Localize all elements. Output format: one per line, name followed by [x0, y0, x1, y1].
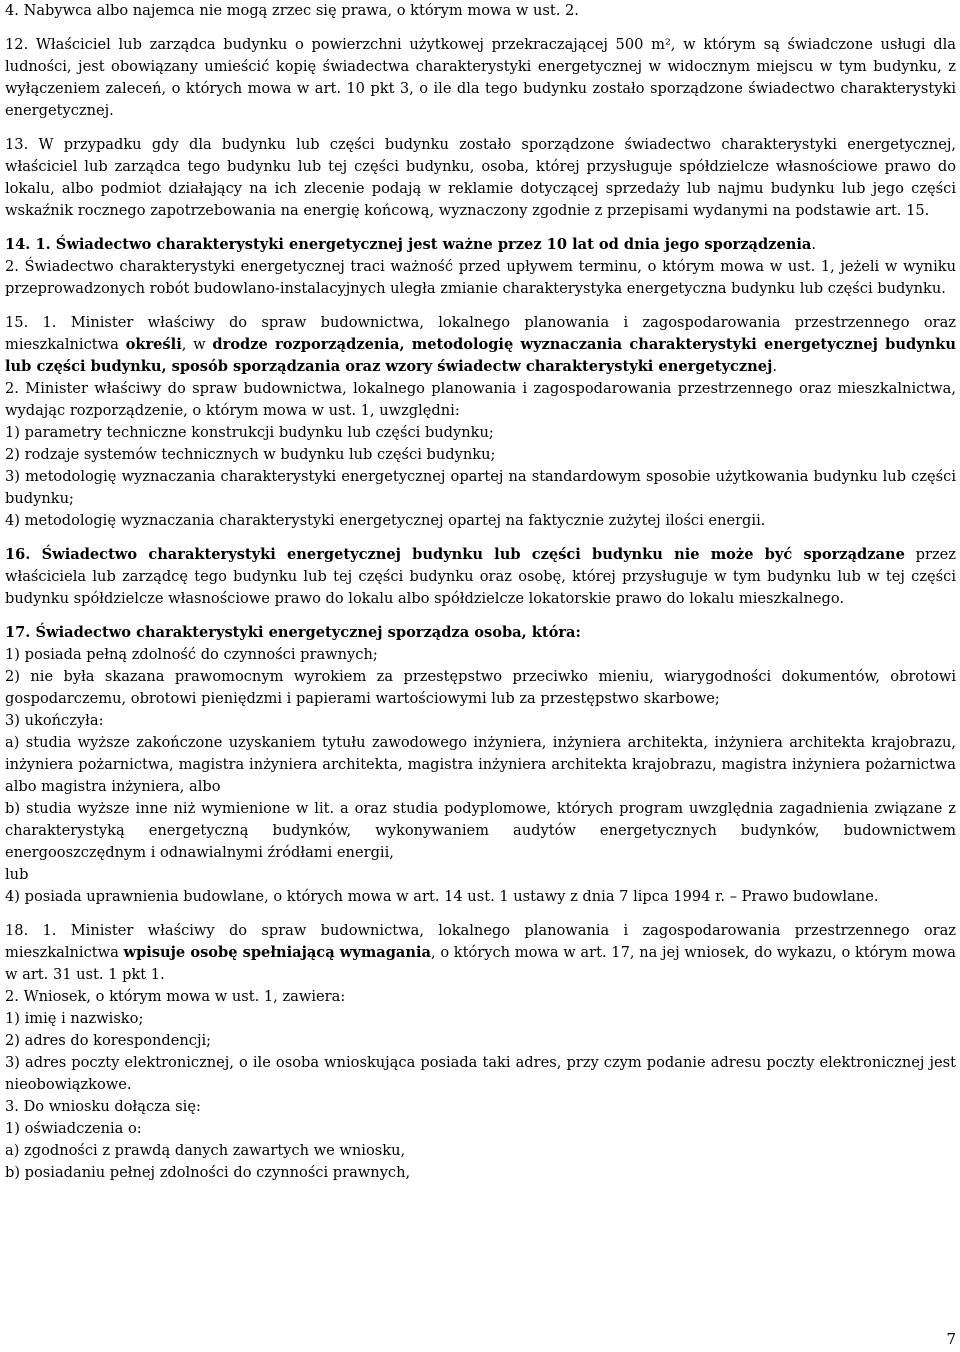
article-18-2-item-2: 2) adres do korespondencji;: [5, 1032, 212, 1049]
article-17-item-1: 1) posiada pełną zdolność do czynności prawnych;: [5, 646, 378, 663]
article-13: 13. W przypadku gdy dla budynku lub części budynku zostało sporządzone świadectwo charakterystyki energetycznej, właściciel lub zarządca tego budynku lub tej części budynku, osoba, której przysługuje spółdzielcze własnościowe prawo do lokalu, albo podmiot działający na ich zlecenie podają w reklamie dotyczącej sprzedaży lub najmu budynku lub jego części wskaźnik rocznego zapotrzebowania na energię końcową, wyznaczony zgodnie z przepisami wydanymi na podstawie art. 15.: [5, 136, 956, 219]
article-16-bold: 16. Świadectwo charakterystyki energetycznej budynku lub części budynku nie może być sporządzane: [5, 546, 905, 563]
article-14-1: [5, 234, 956, 256]
article-18-2-item-1: 1) imię i nazwisko;: [5, 1010, 144, 1027]
article-17-item-3a: a) studia wyższe zakończone uzyskaniem tytułu zawodowego inżyniera, inżyniera architekta, inżyniera architekta krajobrazu, inżyniera pożarnictwa, magistra inżyniera architekta, magistra inżyniera architekta krajobrazu, magistra inżyniera pożarnictwa albo magistra inżyniera, albo: [5, 734, 956, 795]
article-15-2-item-2: 2) rodzaje systemów technicznych w budynku lub części budynku;: [5, 446, 496, 463]
article-17-item-4: 4) posiada uprawnienia budowlane, o których mowa w art. 14 ust. 1 ustawy z dnia 7 lipca 1994 r. – Prawo budowlane.: [5, 888, 879, 905]
article-17-or: lub: [5, 866, 29, 883]
article-15-1-e: .: [772, 358, 777, 375]
article-17-item-3: 3) ukończyła:: [5, 712, 104, 729]
article-18-3-item-1: 1) oświadczenia o:: [5, 1120, 142, 1137]
article-14-2: 2. Świadectwo charakterystyki energetycznej traci ważność przed upływem terminu, o którym mowa w ust. 1, jeżeli w wyniku przeprowadzonych robót budowlano-instalacyjnych uległa zmianie charakterystyka energetyczna budynku lub części budynku.: [5, 258, 956, 297]
article-14-1-bold: 14. 1. Świadectwo charakterystyki energetycznej jest ważne przez 10 lat od dnia jego sporządzenia: [5, 236, 812, 253]
article-15-1: [5, 312, 956, 378]
article-18-1: [5, 920, 956, 986]
article-15-1-a: 15. 1. Minister właściwy do spraw budownictwa, lokalnego planowania i zagospodarowania przestrzennego oraz mieszkalnictwa: [5, 314, 956, 353]
article-15-2-item-4: 4) metodologię wyznaczania charakterystyki energetycznej opartej na faktycznie zużytej ilości energii.: [5, 512, 766, 529]
article-18-3-item-1b: b) posiadaniu pełnej zdolności do czynności prawnych,: [5, 1164, 411, 1181]
article-14-1-end: .: [811, 236, 817, 253]
article-15-2-item-1: 1) parametry techniczne konstrukcji budynku lub części budynku;: [5, 424, 494, 441]
page-number: 7: [946, 1330, 956, 1348]
article-18-1-a: 18. 1. Minister właściwy do spraw budownictwa, lokalnego planowania i zagospodarowania przestrzennego oraz mieszkalnictwa: [5, 922, 956, 961]
article-17-head-bold: 17. Świadectwo charakterystyki energetycznej sporządza osoba, która:: [5, 624, 581, 641]
article-18-3-item-1a: a) zgodności z prawdą danych zawartych we wniosku,: [5, 1142, 406, 1159]
article-15-2-item-3: 3) metodologię wyznaczania charakterystyki energetycznej opartej na standardowym sposobie użytkowania budynku lub części budynku;: [5, 468, 956, 507]
article-18-3: 3. Do wniosku dołącza się:: [5, 1098, 201, 1115]
article-15-2: 2. Minister właściwy do spraw budownictwa, lokalnego planowania i zagospodarowania przestrzennego oraz mieszkalnictwa, wydając rozporządzenie, o którym mowa w ust. 1, uwzględni:: [5, 380, 956, 419]
article-15-1-d: drodze rozporządzenia, metodologię wyznaczania charakterystyki energetycznej budynku lub części budynku, sposób sporządzania oraz wzory świadectw charakterystyki energetycznej: [5, 336, 957, 375]
article-12: 12. Właściciel lub zarządca budynku o powierzchni użytkowej przekraczającej 500 m², w którym są świadczone usługi dla ludności, jest obowiązany umieścić kopię świadectwa charakterystyki energetycznej w widocznym miejscu w tym budynku, z wyłączeniem zaleceń, o których mowa w art. 10 pkt 3, o ile dla tego budynku zostało sporządzone świadectwo charakterystyki energetycznej.: [5, 36, 956, 119]
article-18-1-c: , o których mowa w art. 17, na jej wniosek, do wykazu, o którym mowa w art. 31 ust. 1 pkt 1.: [5, 944, 957, 983]
article-16-rest: przez właściciela lub zarządcę tego budynku lub tej części budynku oraz osobę, której przysługuje w tym budynku lub w tej części budynku spółdzielcze własnościowe prawo do lokalu albo spółdzielcze lokatorskie prawo do lokalu mieszkalnego.: [5, 546, 956, 607]
paragraph-4-4: 4. Nabywca albo najemca nie mogą zrzec się prawa, o którym mowa w ust. 2.: [5, 2, 579, 19]
article-15-1-c: , w: [181, 336, 213, 353]
article-15-1-b: określi: [125, 336, 182, 353]
article-18-2: 2. Wniosek, o którym mowa w ust. 1, zawiera:: [5, 988, 346, 1005]
article-17-item-2: 2) nie była skazana prawomocnym wyrokiem za przestępstwo przeciwko mieniu, wiarygodności dokumentów, obrotowi gospodarczemu, obrotowi pieniędzmi i papierami wartościowymi lub za przestępstwo skarbowe;: [5, 668, 956, 707]
article-16: [5, 544, 956, 610]
article-17-item-3b: b) studia wyższe inne niż wymienione w lit. a oraz studia podyplomowe, których program uwzględnia zagadnienia związane z charakterystyką energetyczną budynków, wykonywaniem audytów energetycznych budynków, budownictwem energooszczędnym i odnawialnymi źródłami energii,: [5, 800, 956, 861]
article-18-1-b: wpisuje osobę spełniającą wymagania: [123, 944, 431, 961]
article-18-2-item-3: 3) adres poczty elektronicznej, o ile osoba wnioskująca posiada taki adres, przy czym podanie adresu poczty elektronicznej jest nieobowiązkowe.: [5, 1054, 956, 1093]
article-17-head: [5, 622, 956, 644]
